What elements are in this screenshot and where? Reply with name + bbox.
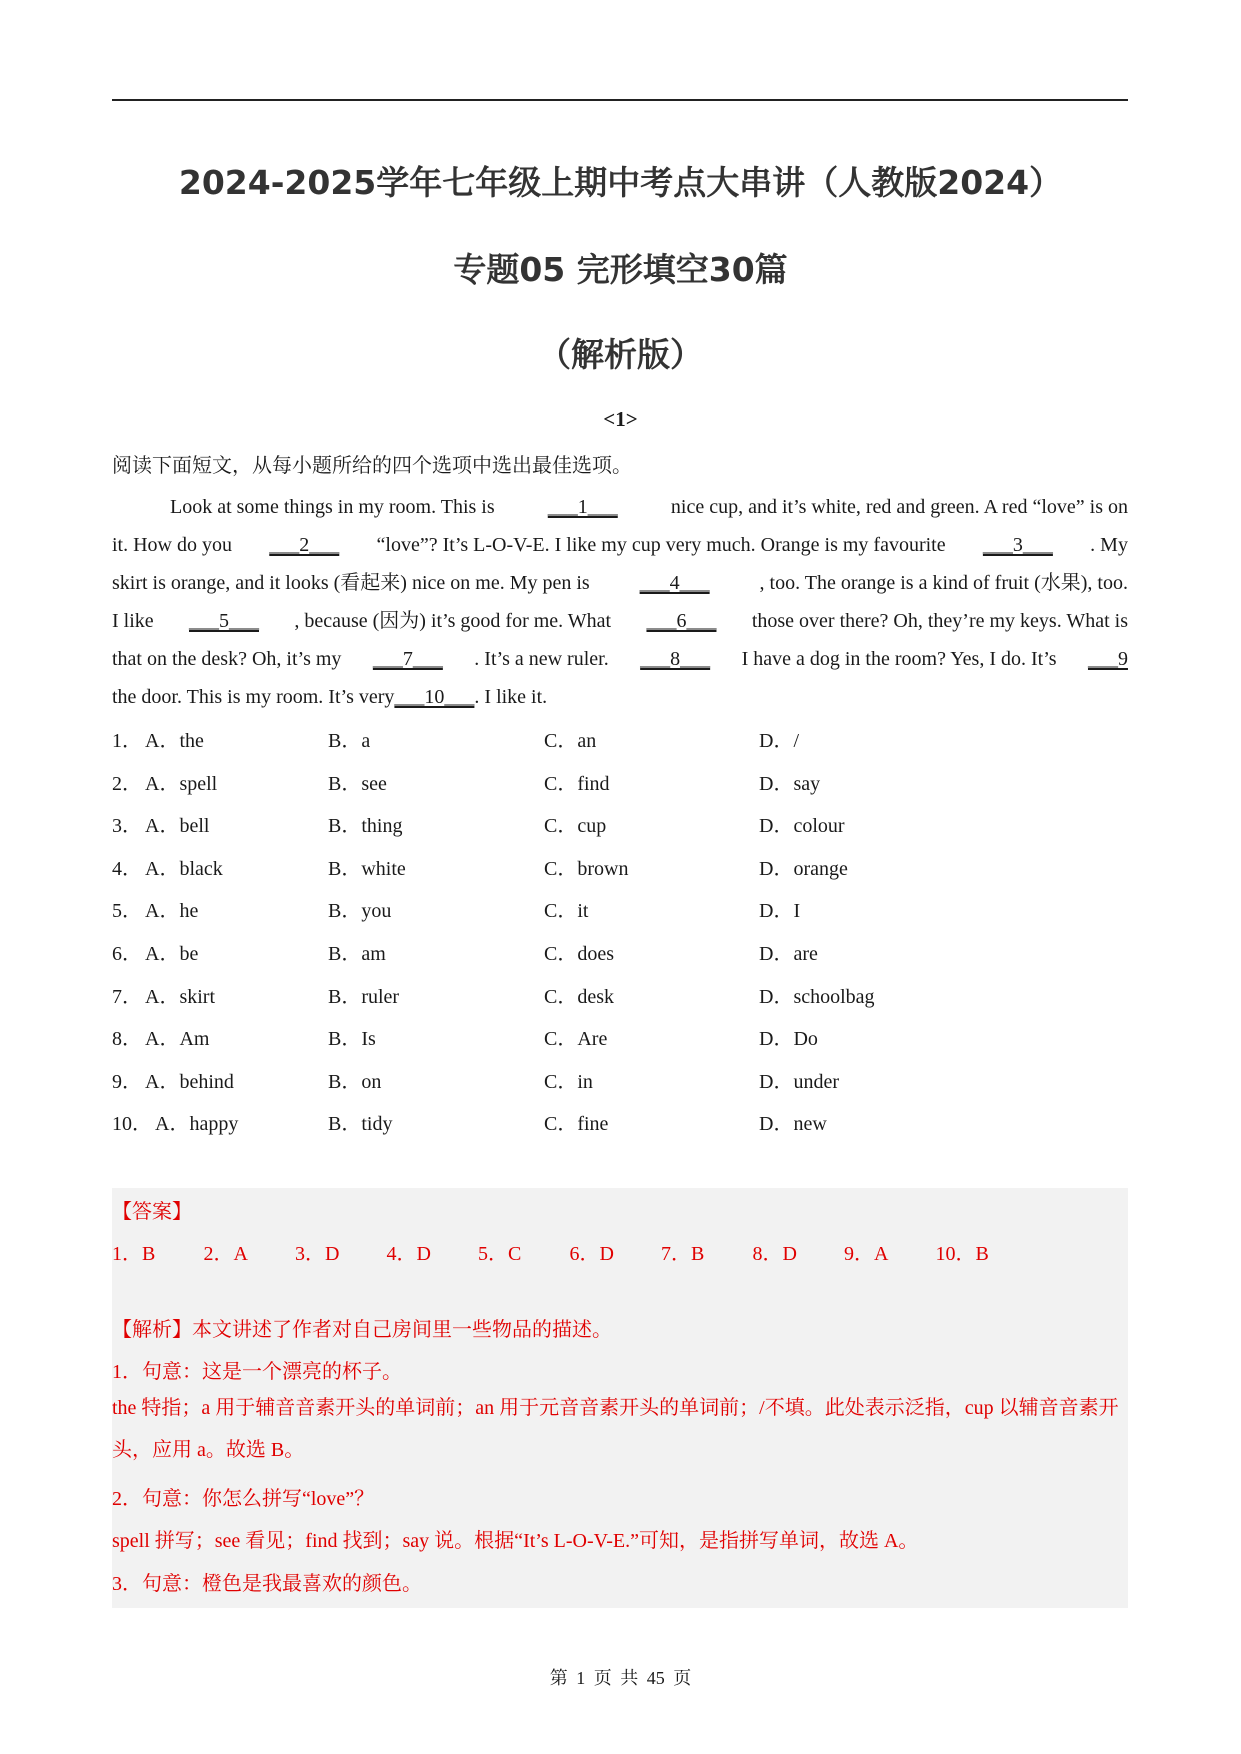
option-d: D．Do	[759, 1028, 818, 1051]
blank-5: ___5___	[189, 610, 259, 632]
answer-item: 4．D	[386, 1243, 431, 1265]
option-c: C．find	[544, 772, 610, 795]
option-b: B．see	[328, 772, 387, 795]
analysis-q2-detail: spell 拼写；see 看见；find 找到；say 说。根据“It’s L-O-V-E.”可知，是指拼写单词，故选 A。	[112, 1530, 919, 1552]
answer-item: 3．D	[295, 1243, 340, 1265]
option-b: B．Is	[328, 1028, 376, 1051]
passage-text: that on the desk? Oh, it’s my	[112, 648, 342, 670]
instruction-text: 阅读下面短文，从每小题所给的四个选项中选出最佳选项。	[112, 455, 632, 477]
passage-text: I have a dog in the room? Yes, I do. It’s	[741, 648, 1057, 670]
document-title: 2024-2025学年七年级上期中考点大串讲（人教版2024）	[178, 163, 1063, 202]
option-b: B．am	[328, 942, 386, 965]
option-c: C．in	[544, 1070, 593, 1093]
passage-text: . I like it.	[474, 686, 548, 708]
passage-line	[112, 640, 1128, 678]
passage-text: . My	[1090, 534, 1128, 556]
option-c: C．an	[544, 730, 597, 752]
option-a: A．behind	[145, 1070, 234, 1093]
answer-item: 6．D	[569, 1243, 614, 1265]
option-a: A．be	[145, 942, 199, 965]
answer-heading: 【答案】	[112, 1201, 192, 1223]
option-a: A．the	[145, 730, 204, 752]
option-a: A．happy	[155, 1113, 239, 1136]
option-b: B．on	[328, 1070, 382, 1093]
blank-2: ___2___	[269, 534, 340, 556]
analysis-summary: 【解析】本文讲述了作者对自己房间里一些物品的描述。	[112, 1319, 612, 1341]
passage	[112, 488, 1128, 716]
option-a: A．Am	[145, 1028, 210, 1051]
passage-line	[112, 564, 1128, 602]
passage-text: I like	[112, 610, 154, 632]
option-d: D．I	[759, 900, 801, 923]
answer-item: 10．B	[935, 1243, 989, 1265]
passage-text: the door. This is my room. It’s very	[112, 686, 395, 708]
passage-line	[112, 678, 1128, 716]
option-a: A．spell	[145, 772, 218, 795]
passage-text: it. How do you	[112, 534, 232, 556]
blank-9: ___9	[1087, 648, 1128, 670]
option-c: C．desk	[544, 985, 614, 1008]
analysis-q3-meaning: 3．句意：橙色是我最喜欢的颜色。	[112, 1573, 422, 1595]
option-c: C．brown	[544, 857, 629, 880]
option-a: A．skirt	[145, 985, 215, 1008]
option-a: A．black	[145, 857, 223, 880]
option-d: D．new	[759, 1113, 827, 1136]
option-c: C．fine	[544, 1113, 609, 1136]
passage-line	[112, 602, 1128, 640]
header-rule	[112, 99, 1128, 101]
option-c: C．does	[544, 942, 614, 965]
answer-item: 2．A	[203, 1243, 248, 1265]
passage-text: Look at some things in my room. This is	[170, 496, 495, 518]
blank-6: ___6___	[646, 610, 717, 632]
passage-text: those over there? Oh, they’re my keys. What is	[751, 610, 1128, 632]
passage-text: skirt is orange, and it looks (看起来) nice on me. My pen is	[112, 572, 590, 594]
option-c: C．it	[544, 900, 589, 923]
question-number: 7．	[112, 985, 142, 1008]
blank-3: ___3___	[982, 534, 1053, 556]
analysis-q2-meaning: 2．句意：你怎么拼写“love”？	[112, 1488, 375, 1510]
passage-text: “love”? It’s L-O-V-E. I like my cup very much. Orange is my favourite	[376, 534, 946, 556]
question-number: 9．	[112, 1070, 142, 1093]
question-number: 10．	[112, 1113, 152, 1136]
option-c: C．cup	[544, 815, 607, 838]
option-d: D．under	[759, 1070, 839, 1093]
passage-line	[112, 526, 1128, 564]
question-number: 2．	[112, 772, 142, 795]
option-a: A．bell	[145, 815, 210, 838]
answer-item: 7．B	[661, 1243, 705, 1265]
analysis-q1-meaning: 1．句意：这是一个漂亮的杯子。	[112, 1361, 402, 1383]
page-footer: 第 1 页 共 45 页	[549, 1668, 692, 1688]
blank-4: ___4___	[639, 572, 710, 594]
blank-8: ___8___	[640, 648, 711, 670]
option-b: B．white	[328, 857, 406, 880]
option-d: D．schoolbag	[759, 985, 875, 1008]
answer-item: 5．C	[478, 1243, 522, 1265]
question-number: 8．	[112, 1028, 142, 1051]
answer-item: 9．A	[844, 1243, 889, 1265]
question-number: 3．	[112, 815, 142, 838]
document-edition: （解析版）	[538, 335, 703, 374]
option-d: D．orange	[759, 857, 848, 880]
option-d: D．say	[759, 772, 821, 795]
analysis-q1-detail: the 特指；a 用于辅音音素开头的单词前；an 用于元音音素开头的单词前；/不填。此处表示泛指，cup 以辅音音素开头，应用 a。故选 B。	[112, 1397, 1119, 1461]
question-number: 1．	[112, 730, 142, 752]
passage-text: , too. The orange is a kind of fruit (水果), too.	[759, 572, 1128, 594]
answer-item: 8．D	[752, 1243, 797, 1265]
blank-10: ___10___	[394, 686, 475, 708]
option-b: B．thing	[328, 815, 403, 838]
option-c: C．Are	[544, 1028, 608, 1051]
document-subtitle: 专题05 完形填空30篇	[453, 250, 788, 289]
question-number: 4．	[112, 857, 142, 880]
passage-line	[112, 488, 1128, 526]
passage-text: . It’s a new ruler.	[474, 648, 609, 670]
option-d: D．colour	[759, 815, 845, 838]
option-a: A．he	[145, 900, 199, 923]
answer-item: 1．B	[112, 1243, 156, 1265]
question-number: 5．	[112, 900, 142, 923]
option-b: B．ruler	[328, 985, 400, 1008]
question-number: 6．	[112, 942, 142, 965]
blank-7: ___7___	[372, 648, 443, 670]
option-b: B．tidy	[328, 1113, 393, 1136]
option-b: B．a	[328, 730, 371, 752]
passage-text: nice cup, and it’s white, red and green. A red “love” is on	[670, 496, 1128, 518]
option-d: D．are	[759, 942, 818, 965]
option-b: B．you	[328, 900, 392, 923]
option-d: D．/	[759, 730, 799, 752]
passage-text: , because (因为) it’s good for me. What	[294, 610, 612, 632]
blank-1: ___1___	[547, 496, 618, 518]
section-number: <1>	[603, 407, 638, 431]
